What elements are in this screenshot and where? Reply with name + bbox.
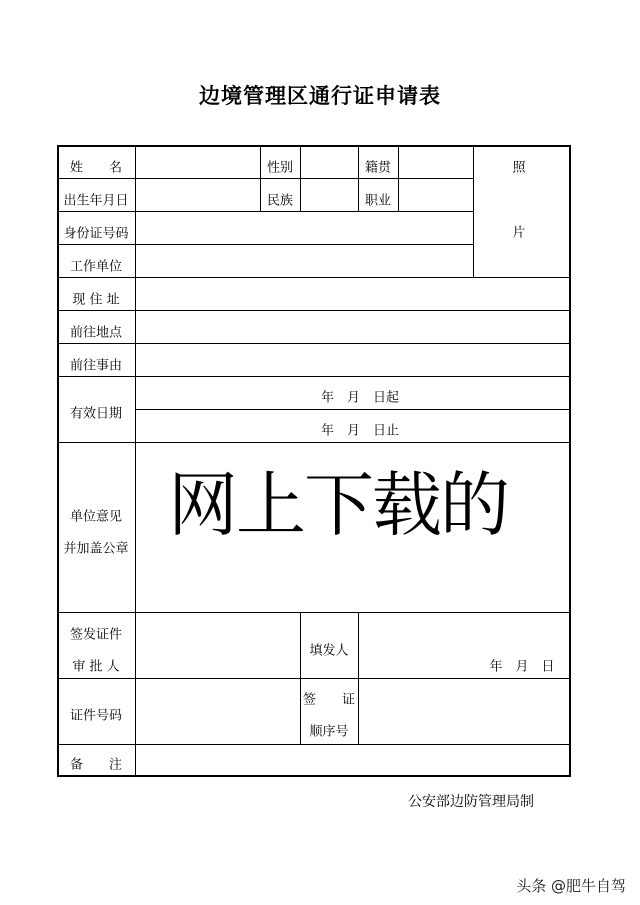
gender-label: 性别 <box>266 160 294 176</box>
source-watermark: 头条 @肥牛自驾 <box>516 877 626 895</box>
occupation-field[interactable] <box>399 179 473 211</box>
remarks-field[interactable] <box>136 745 570 776</box>
destination-field[interactable] <box>136 311 570 343</box>
photo-label-top: 照 <box>512 160 526 176</box>
current-address-field[interactable] <box>136 278 570 310</box>
valid-to-label: 年 月 日止 <box>320 423 400 439</box>
visa-label-line2: 顺序号 <box>309 724 349 740</box>
ethnicity-label: 民族 <box>266 193 294 209</box>
purpose-field[interactable] <box>136 344 570 376</box>
fill-date-label: 年 月 日 <box>489 659 555 675</box>
current-address-label: 现 住 址 <box>72 292 120 308</box>
permit-number-label: 证件号码 <box>69 708 123 724</box>
form-title: 边境管理区通行证申请表 <box>199 84 441 108</box>
approver-field[interactable] <box>136 613 300 678</box>
valid-period-label: 有效日期 <box>69 406 123 422</box>
native-place-label: 籍贯 <box>364 160 392 176</box>
name-field[interactable] <box>136 146 260 178</box>
permit-number-field[interactable] <box>136 679 300 744</box>
work-unit-field[interactable] <box>136 245 473 277</box>
valid-from-label: 年 月 日起 <box>320 390 400 406</box>
unit-opinion-label-line2: 并加盖公章 <box>63 541 129 557</box>
remarks-label: 备 注 <box>69 757 123 773</box>
id-number-label: 身份证号码 <box>63 226 129 242</box>
issuing-authority: 公安部边防管理局制 <box>408 794 534 810</box>
birth-date-label: 出生年月日 <box>63 193 129 209</box>
approver-label-line1: 签发证件 <box>69 627 123 643</box>
name-label: 姓 名 <box>69 160 123 176</box>
birth-date-field[interactable] <box>136 179 260 211</box>
column-divider <box>260 146 261 211</box>
purpose-label: 前往事由 <box>69 358 123 374</box>
gender-field[interactable] <box>301 146 358 178</box>
watermark-text: 网上下载的 <box>168 464 508 546</box>
id-number-field[interactable] <box>136 212 473 244</box>
occupation-label: 职业 <box>364 193 392 209</box>
unit-opinion-label-line1: 单位意见 <box>69 509 123 525</box>
work-unit-label: 工作单位 <box>69 259 123 275</box>
native-place-field[interactable] <box>399 146 473 178</box>
approver-label-line2: 审 批 人 <box>72 659 120 675</box>
visa-label-line1: 签 证 <box>302 692 356 708</box>
column-divider <box>358 146 359 211</box>
destination-label: 前往地点 <box>69 325 123 341</box>
column-divider <box>300 612 301 744</box>
photo-label-bottom: 片 <box>512 225 526 241</box>
filler-label: 填发人 <box>309 643 349 659</box>
ethnicity-field[interactable] <box>301 179 358 211</box>
visa-sequence-field[interactable] <box>359 679 570 744</box>
